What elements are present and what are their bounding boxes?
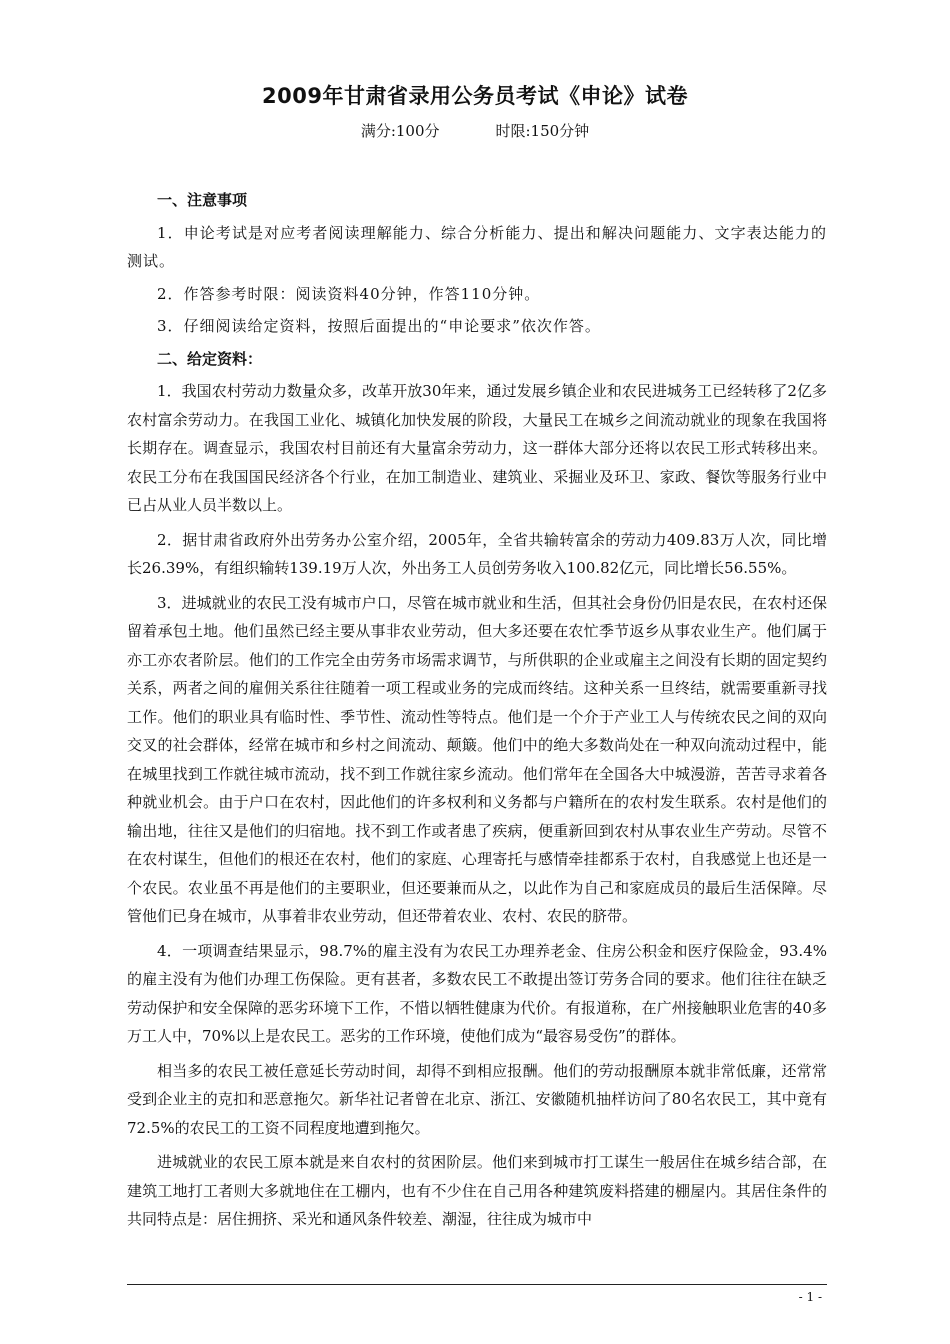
time-limit: 时限:150分钟 (495, 122, 590, 140)
notice-item-1: 1．申论考试是对应考者阅读理解能力、综合分析能力、提出和解决问题能力、文字表达能力的测试。 (127, 223, 827, 270)
material-paragraph-4: 4．一项调查结果显示，98.7%的雇主没有为农民工办理养老金、住房公积金和医疗保险金，93.4%的雇主没有为他们办理工伤保险。更有甚者，多数农民工不敢提出签订劳务合同的要求。他们往往在缺乏劳动保护和安全保障的恶劣环境下工作，不惜以牺牲健康为代价。有报道称，在广州接触职业危害的40多万工人中，70%以上是农民工。恶劣的工作环境，使他们成为“最容易受伤”的群体。 (127, 941, 827, 1045)
materials-heading: 二、给定资料： (157, 349, 263, 368)
document-body (127, 186, 827, 1240)
notice-section (127, 186, 827, 341)
notice-item-3: 3．仔细阅读给定资料，按照后面提出的“申论要求”依次作答。 (157, 317, 601, 335)
notice-item-2: 2．作答参考时限：阅读资料40分钟，作答110分钟。 (157, 284, 541, 303)
page-title: 2009年甘肃省录用公务员考试《申论》试卷 (262, 84, 688, 108)
exam-meta (0, 120, 950, 141)
material-paragraph-6: 进城就业的农民工原本就是来自农村的贫困阶层。他们来到城市打工谋生一般居住在城乡结合部，在建筑工地打工者则大多就地住在工棚内，也有不少住在自己用各种建筑废料搭建的棚屋内。其居住条件的共同特点是：居住拥挤、采光和通风条件较差、潮湿，往往成为城市中 (127, 1153, 827, 1228)
material-paragraph-3: 3．进城就业的农民工没有城市户口，尽管在城市就业和生活，但其社会身份仍旧是农民，在农村还保留着承包土地。他们虽然已经主要从事非农业劳动，但大多还要在农忙季节返乡从事农业生产。他们属于亦工亦农者阶层。他们的工作完全由劳务市场需求调节，与所供职的企业或雇主之间没有长期的固定契约关系，两者之间的雇佣关系往往随着一项工程或业务的完成而终结。这种关系一旦终结，就需要重新寻找工作。他们的职业具有临时性、季节性、流动性等特点。他们是一个介于产业工人与传统农民之间的双向交叉的社会群体，经常在城市和乡村之间流动、颠簸。他们中的绝大多数尚处在一种双向流动过程中，能在城里找到工作就往城市流动，找不到工作就往家乡流动。他们常年在全国各大中城漫游，苦苦寻求着各种就业机会。由于户口在农村，因此他们的许多权利和义务都与户籍所在的农村发生联系。农村是他们的输出地，往往又是他们的归宿地。找不到工作或者患了疾病，便重新回到农村从事农业生产劳动。尽管不在农村谋生，但他们的根还在农村，他们的家庭、心理寄托与感情牵挂都系于农村，自我感觉上也还是一个农民。农业虽不再是他们的主要职业，但还要兼而从之，以此作为自己和家庭成员的最后生活保障。尽管他们已身在城市，从事着非农业劳动，但还带着农业、农村、农民的脐带。 (127, 593, 827, 925)
page-number: - 1 - (798, 1290, 822, 1304)
material-paragraph-5: 相当多的农民工被任意延长劳动时间，却得不到相应报酬。他们的劳动报酬原本就非常低廉，还常常受到企业主的克扣和恶意拖欠。新华社记者曾在北京、浙江、安徽随机抽样访问了80名农民工，其中竟有72.5%的农民工的工资不同程度地遭到拖欠。 (127, 1061, 827, 1137)
notice-heading: 一、注意事项 (157, 191, 248, 209)
material-paragraph-1: 1．我国农村劳动力数量众多，改革开放30年来，通过发展乡镇企业和农民进城务工已经转移了2亿多农村富余劳动力。在我国工业化、城镇化加快发展的阶段，大量民工在城乡之间流动就业的现象在我国将长期存在。调查显示，我国农村目前还有大量富余劳动力，这一群体大部分还将以农民工形式转移出来。农民工分布在我国国民经济各个行业，在加工制造业、建筑业、采掘业及环卫、家政、餐饮等服务行业中已占从业人员半数以上。 (127, 382, 827, 514)
full-score: 满分:100分 (360, 122, 440, 140)
materials-section (127, 345, 827, 1234)
material-paragraph-2: 2．据甘肃省政府外出劳务办公室介绍，2005年，全省共输转富余的劳动力409.83万人次，同比增长26.39%，有组织输转139.19万人次，外出务工人员创劳务收入100.82亿元，同比增长56.55%。 (127, 530, 827, 577)
footer-divider (127, 1284, 827, 1285)
